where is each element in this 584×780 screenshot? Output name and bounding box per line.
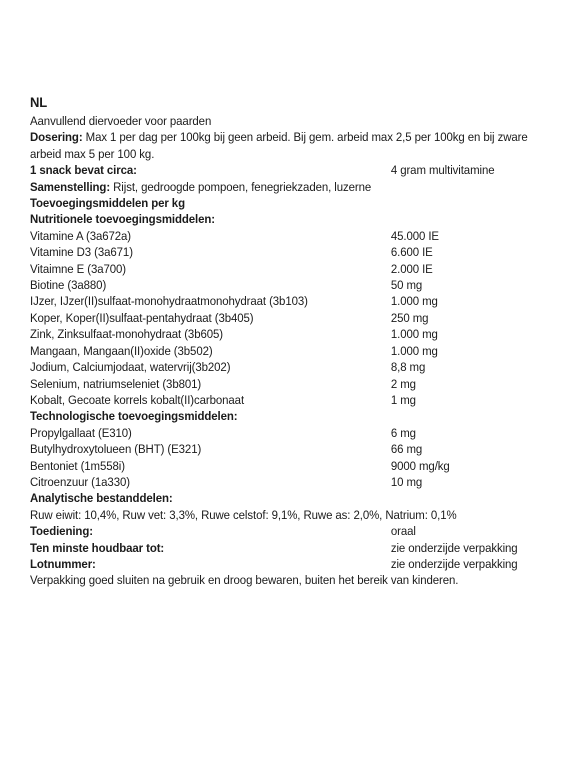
ingredient-name: IJzer, IJzer(II)sulfaat-monohydraatmonohydraat (3b103) <box>30 294 308 309</box>
additives-heading: Toevoegingsmiddelen per kg <box>30 196 185 211</box>
ingredient-amount: 1 mg <box>390 392 416 407</box>
table-row <box>30 359 532 375</box>
ingredient-name: Bentoniet (1m558i) <box>30 458 125 473</box>
ingredient-name: Koper, Koper(II)sulfaat-pentahydraat (3b405) <box>30 310 254 325</box>
analytical-heading: Analytische bestanddelen: <box>30 491 173 506</box>
ingredient-amount: 1.000 mg <box>390 343 438 358</box>
ingredient-name: Vitamine A (3a672a) <box>30 228 132 243</box>
product-description: Aanvullend diervoeder voor paarden <box>30 114 212 128</box>
table-row <box>30 458 532 474</box>
language-code: NL <box>30 94 48 110</box>
table-row <box>30 228 532 244</box>
administration-value: oraal <box>390 524 416 539</box>
ingredient-amount: 10 mg <box>390 474 423 489</box>
ingredient-amount: 6 mg <box>390 425 416 440</box>
ingredient-amount: 50 mg <box>390 278 423 293</box>
ingredient-amount: 1.000 mg <box>390 294 438 309</box>
lot-value: zie onderzijde verpakking <box>390 556 518 571</box>
ingredient-amount: 66 mg <box>390 442 423 457</box>
ingredient-name: Butylhydroxytolueen (BHT) (E321) <box>30 442 202 457</box>
lot-label: Lotnummer: <box>30 556 96 571</box>
ingredient-name: Kobalt, Gecoate korrels kobalt(II)carbonaat <box>30 392 245 407</box>
ingredient-amount: 6.600 IE <box>390 245 433 260</box>
lot-row <box>30 556 532 572</box>
table-row <box>30 293 532 309</box>
table-row <box>30 392 532 408</box>
ingredient-name: Vitamine D3 (3a671) <box>30 245 133 260</box>
dosage-text: Max 1 per dag per 100kg bij geen arbeid. Bij gem. arbeid max 2,5 per 100kg en bij zware arbeid max 5 per 100 kg. <box>30 130 528 161</box>
snack-value: 4 gram multivitamine <box>390 163 495 178</box>
composition-label: Samenstelling: <box>30 179 111 194</box>
administration-label: Toediening: <box>30 524 93 539</box>
ingredient-amount: 9000 mg/kg <box>390 458 450 473</box>
ingredient-name: Jodium, Calciumjodaat, watervrij(3b202) <box>30 360 231 375</box>
ingredient-name: Propylgallaat (E310) <box>30 425 132 440</box>
ingredient-name: Citroenzuur (1a330) <box>30 474 130 489</box>
storage-instructions: Verpakking goed sluiten na gebruik en droog bewaren, buiten het bereik van kinderen. <box>30 573 459 588</box>
ingredient-name: Biotine (3a880) <box>30 278 107 293</box>
technological-heading: Technologische toevoegingsmiddelen: <box>30 409 238 424</box>
technological-list <box>30 425 532 491</box>
table-row <box>30 326 532 342</box>
table-row <box>30 376 532 392</box>
table-row <box>30 343 532 359</box>
table-row <box>30 244 532 260</box>
nutritional-heading: Nutritionele toevoegingsmiddelen: <box>30 212 216 227</box>
composition-line <box>30 179 532 195</box>
composition-text: Rijst, gedroogde pompoen, fenegriekzaden, luzerne <box>110 179 372 194</box>
product-label <box>30 92 532 589</box>
ingredient-amount: 8,8 mg <box>390 360 426 375</box>
dosage-label: Dosering: <box>30 130 83 145</box>
ingredient-amount: 2.000 IE <box>390 261 433 276</box>
best-before-row <box>30 540 532 556</box>
ingredient-amount: 250 mg <box>390 310 429 325</box>
dosage-paragraph <box>30 129 532 162</box>
table-row <box>30 277 532 293</box>
ingredient-name: Zink, Zinksulfaat-monohydraat (3b605) <box>30 327 223 342</box>
nutritional-list <box>30 228 532 408</box>
table-row <box>30 261 532 277</box>
snack-label: 1 snack bevat circa: <box>30 163 137 178</box>
best-before-value: zie onderzijde verpakking <box>390 540 518 555</box>
ingredient-name: Vitaimne E (3a700) <box>30 261 127 276</box>
analytical-values: Ruw eiwit: 10,4%, Ruw vet: 3,3%, Ruwe celstof: 9,1%, Ruwe as: 2,0%, Natrium: 0,1% <box>30 507 457 522</box>
best-before-label: Ten minste houdbaar tot: <box>30 540 165 555</box>
table-row <box>30 441 532 457</box>
table-row <box>30 474 532 490</box>
administration-row <box>30 523 532 539</box>
ingredient-amount: 45.000 IE <box>390 228 439 243</box>
table-row <box>30 425 532 441</box>
table-row <box>30 310 532 326</box>
ingredient-amount: 2 mg <box>390 376 416 391</box>
snack-row <box>30 162 532 178</box>
ingredient-amount: 1.000 mg <box>390 327 438 342</box>
ingredient-name: Mangaan, Mangaan(II)oxide (3b502) <box>30 343 213 358</box>
ingredient-name: Selenium, natriumseleniet (3b801) <box>30 376 202 391</box>
